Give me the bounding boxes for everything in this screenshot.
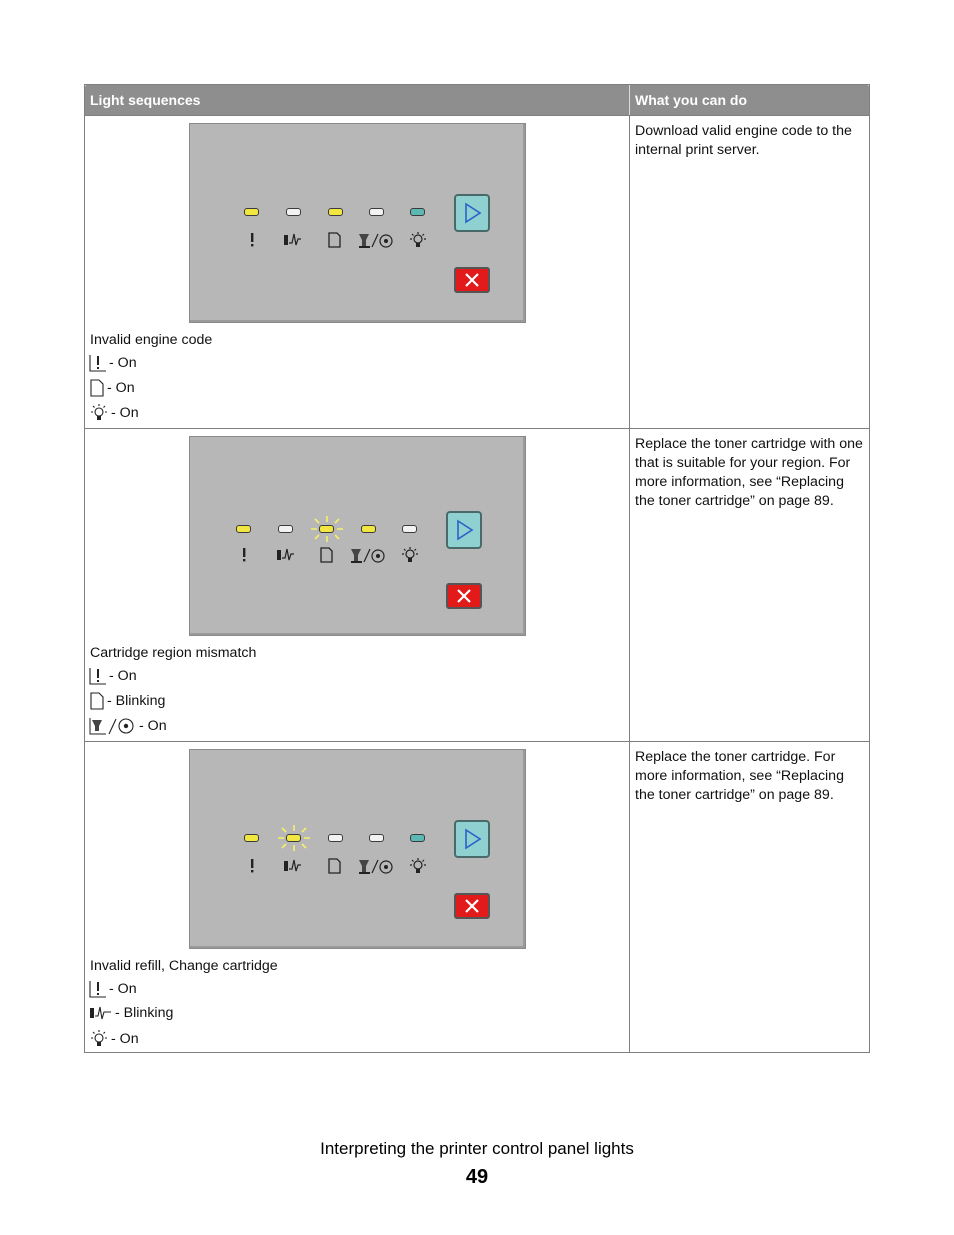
close-icon (456, 269, 488, 291)
toner-icon (356, 857, 396, 875)
close-icon (456, 895, 488, 917)
toner-light (361, 525, 376, 533)
header-what-you-can-do: What you can do (635, 92, 747, 108)
ready-icon (399, 546, 421, 564)
paper-light (328, 208, 343, 216)
legend-state: - On (111, 1031, 139, 1047)
cancel-button (454, 893, 490, 919)
error-icon (89, 354, 107, 372)
legend-item (89, 404, 139, 422)
footer-title: Interpreting the printer control panel lights (320, 1139, 634, 1158)
play-icon (456, 196, 488, 230)
light-sequence-cell (85, 742, 630, 1052)
jam-icon (274, 546, 296, 564)
action-text: Download valid engine code to the internal print server. (635, 123, 852, 158)
legend-state: - Blinking (107, 693, 166, 709)
jam-light (278, 525, 293, 533)
sequence-name: Cartridge region mismatch (90, 645, 257, 661)
error-icon (89, 980, 107, 998)
paper-light (328, 834, 343, 842)
toner-icon (89, 717, 137, 735)
legend-item (89, 354, 137, 372)
ready-light (410, 208, 425, 216)
error-light (236, 525, 251, 533)
jam-icon (89, 1004, 113, 1022)
legend-item (89, 1030, 139, 1048)
light-sequence-cell (85, 429, 630, 741)
toner-icon (348, 546, 388, 564)
legend-state: - On (109, 668, 137, 684)
error-light (244, 208, 259, 216)
jam-light (286, 834, 301, 842)
legend-state: - On (111, 405, 139, 421)
legend-state: - On (139, 718, 167, 734)
ready-light (410, 834, 425, 842)
play-icon (456, 822, 488, 856)
jam-icon (281, 231, 303, 249)
legend-item (89, 717, 167, 735)
legend-item (89, 1004, 173, 1022)
toner-light (369, 834, 384, 842)
legend-state: - On (107, 380, 135, 396)
action-text: Replace the toner cartridge with one that is suitable for your region. For more information, see “Replacing the toner cartridge” on page 89. (635, 436, 863, 509)
ready-icon (89, 1030, 109, 1048)
legend-state: - On (109, 981, 137, 997)
cancel-button (446, 583, 482, 609)
paper-icon (89, 379, 105, 397)
action-text: Replace the toner cartridge. For more information, see “Replacing the toner cartridge” on page 89. (635, 749, 844, 803)
legend-state: - Blinking (115, 1005, 174, 1021)
table-row (85, 115, 869, 428)
go-button (454, 820, 490, 858)
legend-item (89, 692, 165, 710)
legend-item (89, 379, 135, 397)
paper-icon (324, 857, 346, 875)
control-panel-illustration (189, 436, 526, 636)
table-header (85, 85, 869, 115)
legend-item (89, 667, 137, 685)
paper-icon (324, 231, 346, 249)
cancel-button (454, 267, 490, 293)
error-icon (233, 546, 255, 564)
error-icon (241, 857, 263, 875)
close-icon (448, 585, 480, 607)
jam-icon (281, 857, 303, 875)
jam-light (286, 208, 301, 216)
paper-icon (89, 692, 105, 710)
table-row (85, 741, 869, 1052)
sequence-name: Invalid engine code (90, 332, 213, 348)
error-light (244, 834, 259, 842)
error-icon (89, 667, 107, 685)
play-icon (448, 513, 480, 547)
table-row (85, 428, 869, 741)
toner-icon (356, 231, 396, 249)
control-panel-illustration (189, 749, 526, 949)
legend-state: - On (109, 355, 137, 371)
error-icon (241, 231, 263, 249)
ready-icon (89, 404, 109, 422)
page-number: 49 (465, 1166, 489, 1188)
legend-item (89, 980, 137, 998)
light-sequence-table (84, 84, 870, 1053)
ready-icon (407, 231, 429, 249)
ready-light (402, 525, 417, 533)
light-sequence-cell (85, 116, 630, 428)
header-light-sequences: Light sequences (85, 85, 630, 115)
go-button (454, 194, 490, 232)
control-panel-illustration (189, 123, 526, 323)
ready-icon (407, 857, 429, 875)
sequence-name: Invalid refill, Change cartridge (90, 958, 278, 974)
toner-light (369, 208, 384, 216)
paper-light (319, 525, 334, 533)
go-button (446, 511, 482, 549)
paper-icon (316, 546, 338, 564)
